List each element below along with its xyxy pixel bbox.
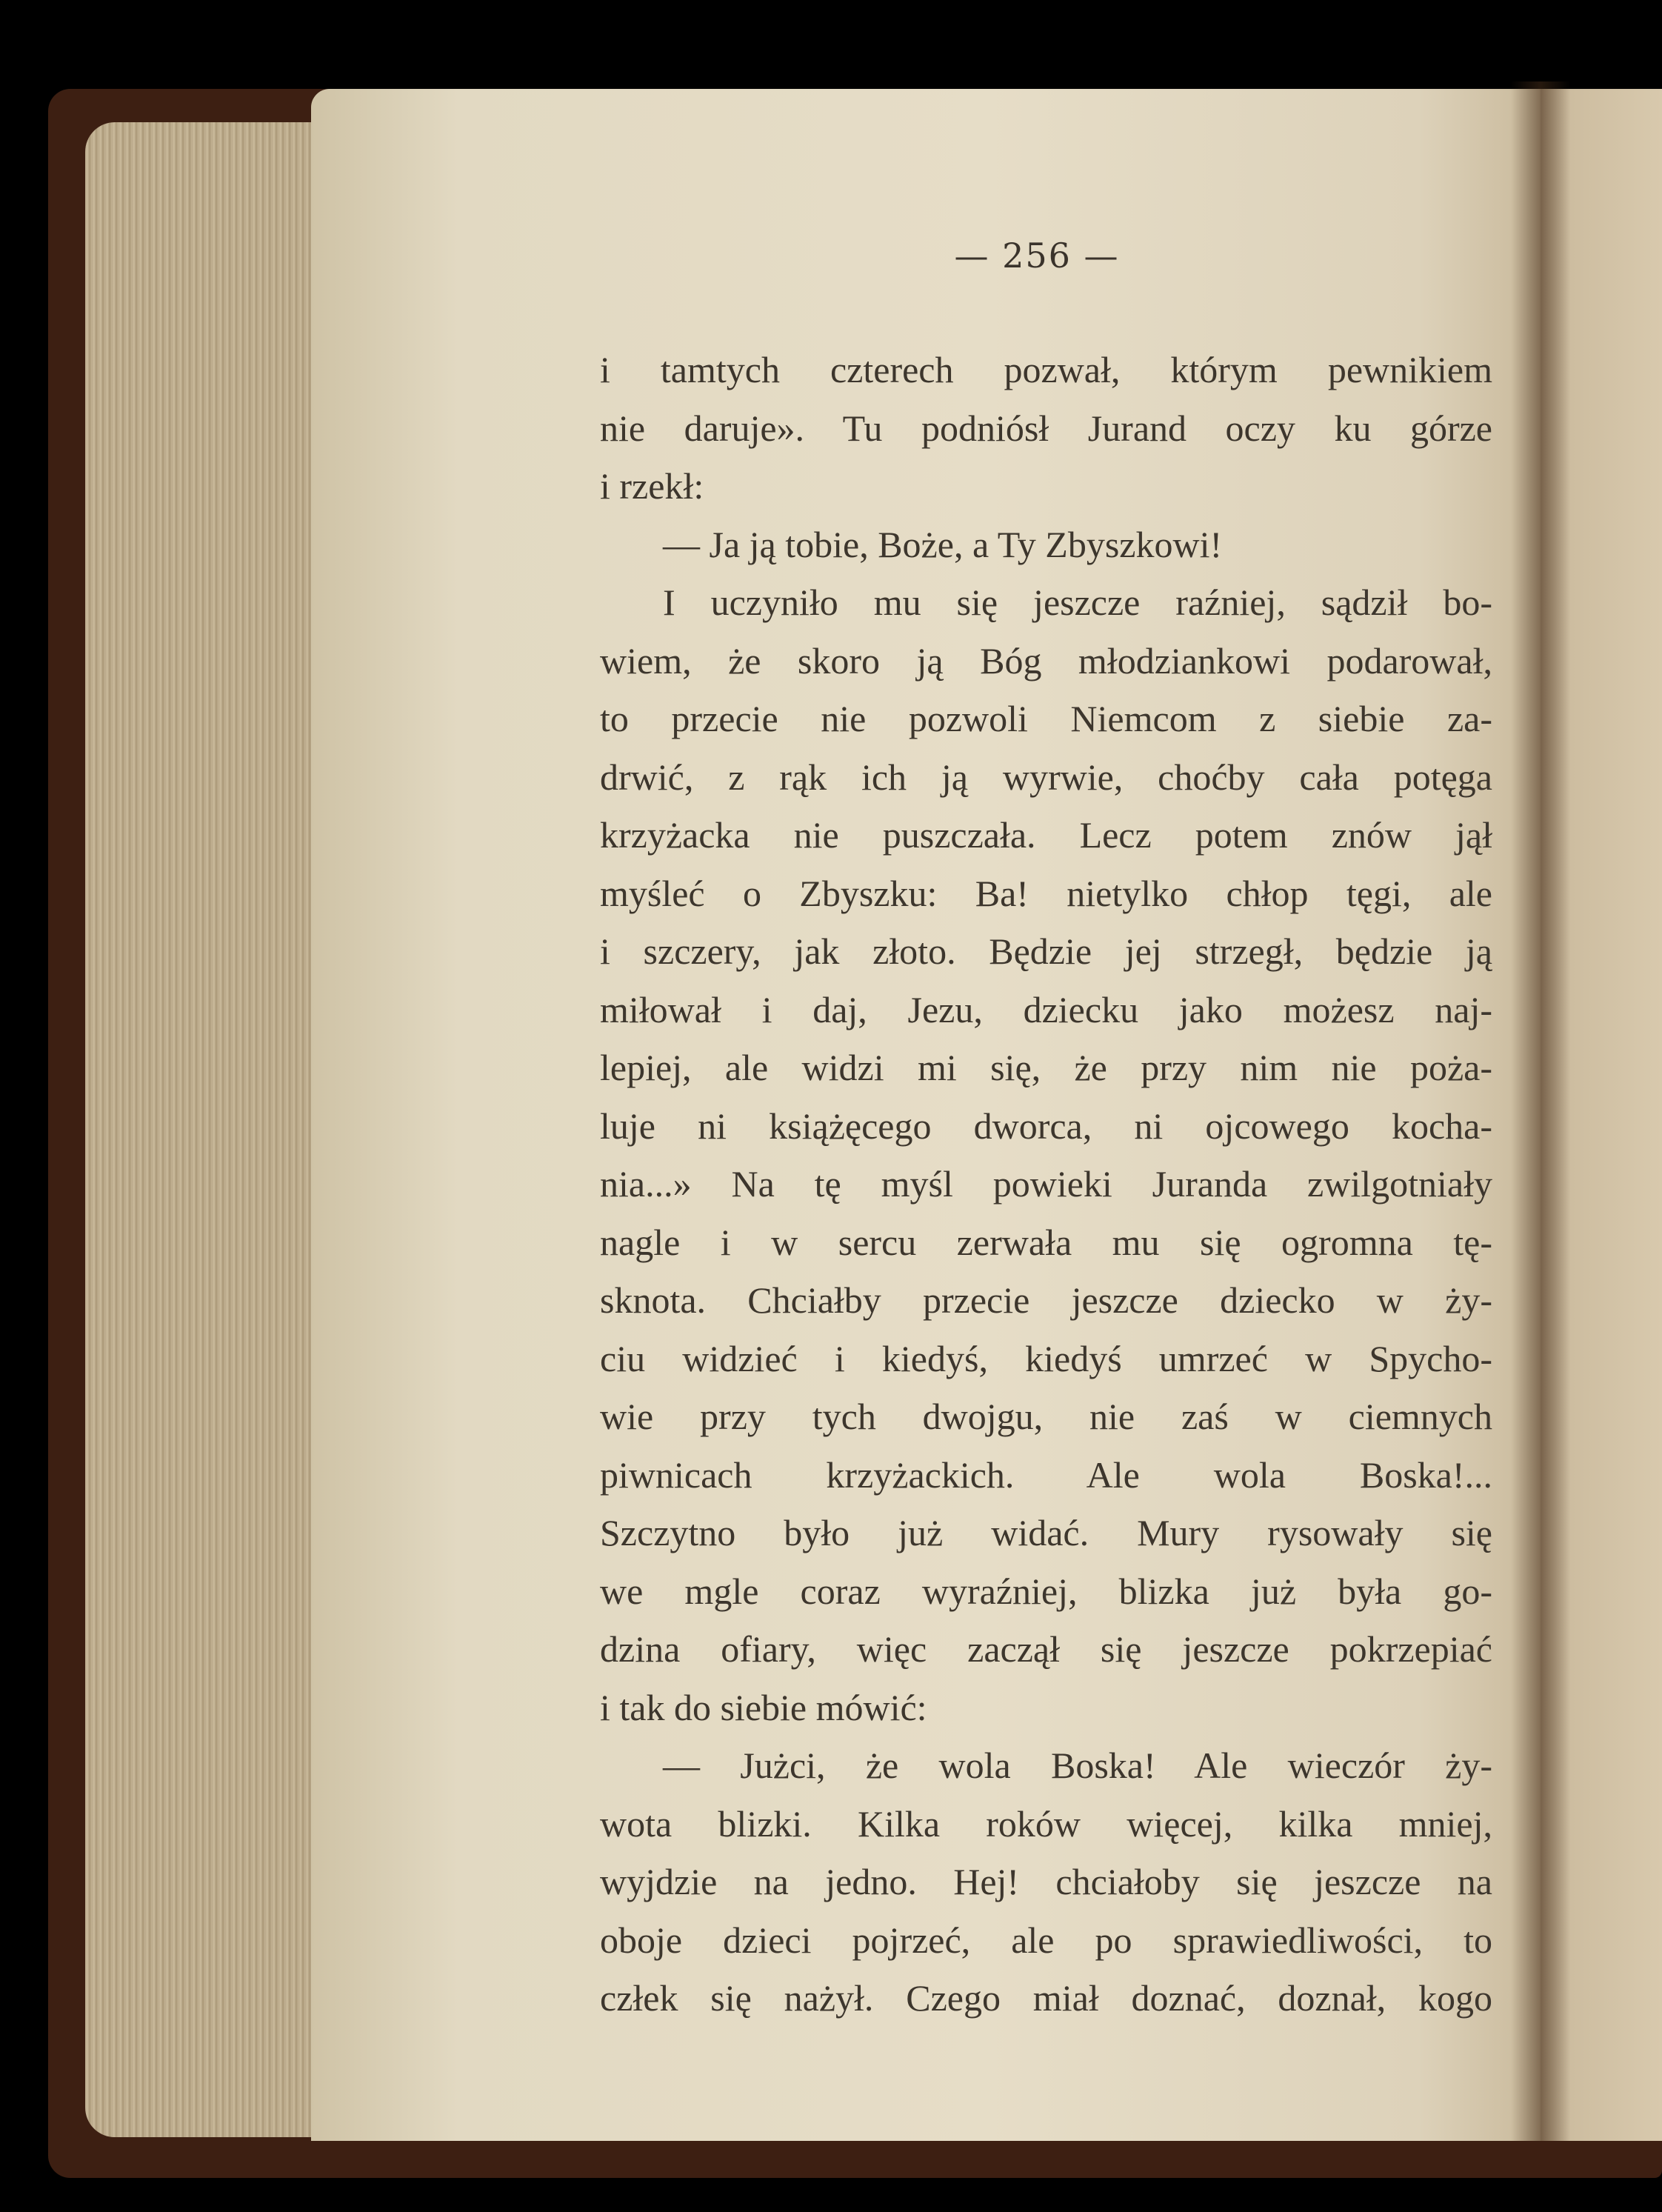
text-line: sknota. Chciałby przecie jeszcze dziecko w ży- xyxy=(600,1279,1492,1321)
text-line: nie daruje». Tu podniósł Jurand oczy ku górze xyxy=(600,407,1492,449)
text-line: dzina ofiary, więc zaczął się jeszcze pokrzepiać xyxy=(600,1628,1492,1670)
text-line: wyjdzie na jedno. Hej! chciałoby się jeszcze na xyxy=(600,1861,1492,1902)
text-line: człek się nażył. Czego miał doznać, doznał, kogo xyxy=(600,1977,1492,2019)
body-text xyxy=(600,341,1492,2028)
page-edges xyxy=(85,122,341,2137)
text-line: I uczyniło mu się jeszcze raźniej, sądził bo- xyxy=(663,582,1492,623)
text-line: nia...» Na tę myśl powieki Juranda zwilgotniały xyxy=(600,1163,1492,1205)
text-line: piwnicach krzyżackich. Ale wola Boska!... xyxy=(600,1453,1492,1496)
text-line: i tamtych czterech pozwał, którym pewnikiem xyxy=(600,349,1492,390)
text-line: to przecie nie pozwoli Niemcom z siebie za- xyxy=(600,698,1492,739)
page-number: — 256 — xyxy=(954,236,1120,276)
text-line: miłował i daj, Jezu, dziecku jako możesz naj- xyxy=(600,988,1492,1030)
text-line: krzyżacka nie puszczała. Lecz potem znów jął xyxy=(600,814,1492,856)
text-line: luje ni książęcego dworca, ni ojcowego kocha- xyxy=(600,1105,1492,1147)
text-line: — Ja ją tobie, Boże, a Ty Zbyszkowi! xyxy=(663,523,1223,565)
text-line: drwić, z rąk ich ją wyrwie, choćby cała potęga xyxy=(600,756,1492,798)
text-line: lepiej, ale widzi mi się, że przy nim nie poża- xyxy=(600,1047,1492,1088)
text-line: wota blizki. Kilka roków więcej, kilka mniej, xyxy=(600,1802,1492,1845)
text-line: — Jużci, że wola Boska! Ale wieczór ży- xyxy=(663,1745,1492,1786)
text-line: we mgle coraz wyraźniej, blizka już była go- xyxy=(600,1570,1492,1612)
text-line: i szczery, jak złoto. Będzie jej strzegł, będzie ją xyxy=(600,930,1492,972)
text-line: wiem, że skoro ją Bóg młodziankowi podarował, xyxy=(600,639,1492,682)
text-line: Szczytno było już widać. Mury rysowały się xyxy=(600,1512,1492,1553)
text-line: i rzekł: xyxy=(600,465,704,507)
text-line: nagle i w sercu zerwała mu się ogromna tę- xyxy=(600,1221,1492,1263)
gutter-shadow xyxy=(1511,81,1570,2141)
text-line: myśleć o Zbyszku: Ba! nietylko chłop tęgi, ale xyxy=(600,872,1492,914)
text-line: ciu widzieć i kiedyś, kiedyś umrzeć w Spycho- xyxy=(600,1337,1492,1379)
text-line: oboje dzieci pojrzeć, ale po sprawiedliwości, to xyxy=(600,1919,1492,1961)
text-line: i tak do siebie mówić: xyxy=(600,1686,927,1728)
text-line: wie przy tych dwojgu, nie zaś w ciemnych xyxy=(600,1396,1492,1437)
